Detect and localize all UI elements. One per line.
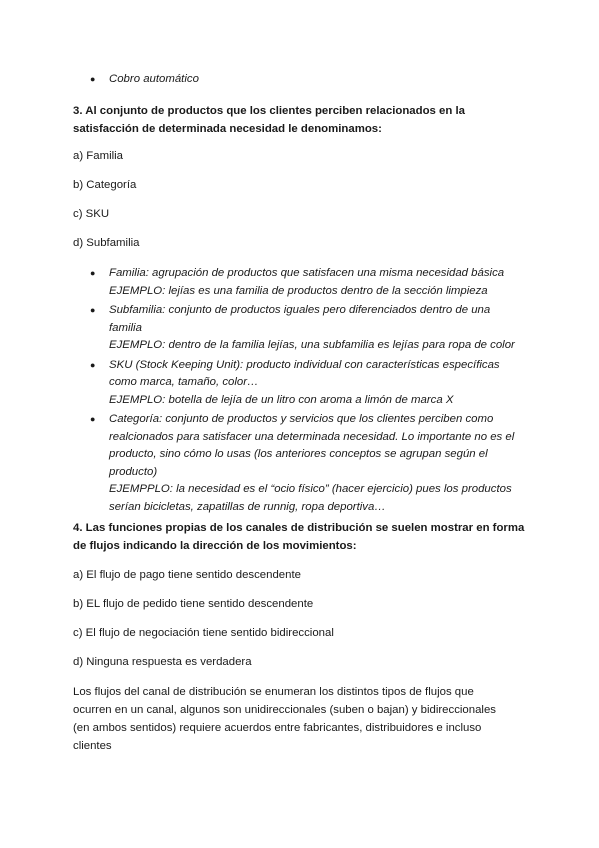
top-bullet-block — [73, 71, 533, 91]
bullet-icon: ● — [90, 268, 96, 278]
question-4-title-line-1: 4. Las funciones propias de los canales de distribución se suelen mostrar en forma — [73, 522, 525, 534]
question-3-option-b: b) Categoría — [73, 179, 137, 191]
definition-line: SKU (Stock Keeping Unit): producto individual con características específicas — [109, 358, 500, 371]
question-3-option-c: c) SKU — [73, 208, 110, 220]
question-4-option-c: c) El flujo de negociación tiene sentido bidireccional — [73, 627, 334, 639]
definition-line: Subfamilia: conjunto de productos iguales pero diferenciados dentro de una — [109, 304, 491, 316]
bullet-text: Cobro automático — [109, 73, 199, 85]
explanation-line: ocurren en un canal, algunos son unidireccionales (suben o bajan) y bidireccionales — [73, 704, 496, 716]
definition-line: Categoría: conjunto de productos y servicios que los clientes perciben como — [109, 413, 494, 425]
explanation-line: Los flujos del canal de distribución se enumeran los distintos tipos de flujos que — [73, 686, 474, 698]
question-4-explanation — [73, 683, 543, 755]
definition-line: producto, sino cómo lo usas (los anteriores conceptos se agrupan según el — [109, 448, 488, 460]
question-3-title-line-1: 3. Al conjunto de productos que los clientes perciben relacionados en la — [73, 105, 466, 117]
question-3-option-d: d) Subfamilia — [73, 237, 140, 249]
definition-subfamilia — [73, 302, 543, 355]
question-3-option-a: a) Familia — [73, 150, 124, 162]
definition-line: EJEMPPLO: la necesidad es el “ocio físico” (hacer ejercicio) pues los productos — [109, 483, 512, 495]
definitions-list — [73, 265, 543, 516]
definitions-block — [73, 265, 543, 518]
definition-line: familia — [109, 321, 142, 334]
definition-line: Familia: agrupación de productos que satisfacen una misma necesidad básica — [109, 267, 505, 279]
explanation-line: clientes — [73, 740, 112, 752]
definition-sku — [73, 357, 543, 410]
definition-line: como marca, tamaño, color… — [109, 376, 259, 388]
bullet-icon: ● — [90, 359, 96, 370]
question-4-title-line-2: de flujos indicando la dirección de los movimientos: — [73, 540, 357, 552]
definition-line: EJEMPLO: lejías es una familia de productos dentro de la sección limpieza — [109, 284, 488, 297]
definition-line: producto) — [109, 465, 158, 478]
explanation-line: (en ambos sentidos) requiere acuerdos entre fabricantes, distribuidores e incluso — [73, 722, 482, 734]
definition-line: EJEMPLO: dentro de la familia lejías, una subfamilia es lejías para ropa de color — [109, 339, 515, 351]
definition-categoria — [73, 411, 543, 516]
definition-line: EJEMPLO: botella de lejía de un litro con aroma a limón de marca X — [109, 393, 454, 406]
bullet-icon: ● — [90, 305, 96, 315]
definition-line: realcionados para satisfacer una determinada necesidad. Lo importante no es el — [109, 430, 515, 443]
question-3-title-line-2: satisfacción de determinada necesidad le denominamos: — [73, 123, 382, 135]
definition-familia — [73, 265, 543, 300]
question-4-option-d: d) Ninguna respuesta es verdadera — [73, 656, 252, 668]
question-4-option-a: a) El flujo de pago tiene sentido descendente — [73, 569, 301, 581]
bullet-icon: ● — [90, 414, 96, 424]
top-bullet-list — [73, 71, 533, 89]
list-item — [73, 71, 533, 89]
bullet-icon: ● — [90, 74, 96, 84]
question-4-option-b: b) EL flujo de pedido tiene sentido descendente — [73, 598, 314, 610]
question-4-title — [73, 519, 543, 555]
question-3-title — [73, 102, 533, 138]
definition-line: serían bicicletas, zapatillas de runnig, ropa deportiva… — [109, 500, 386, 513]
